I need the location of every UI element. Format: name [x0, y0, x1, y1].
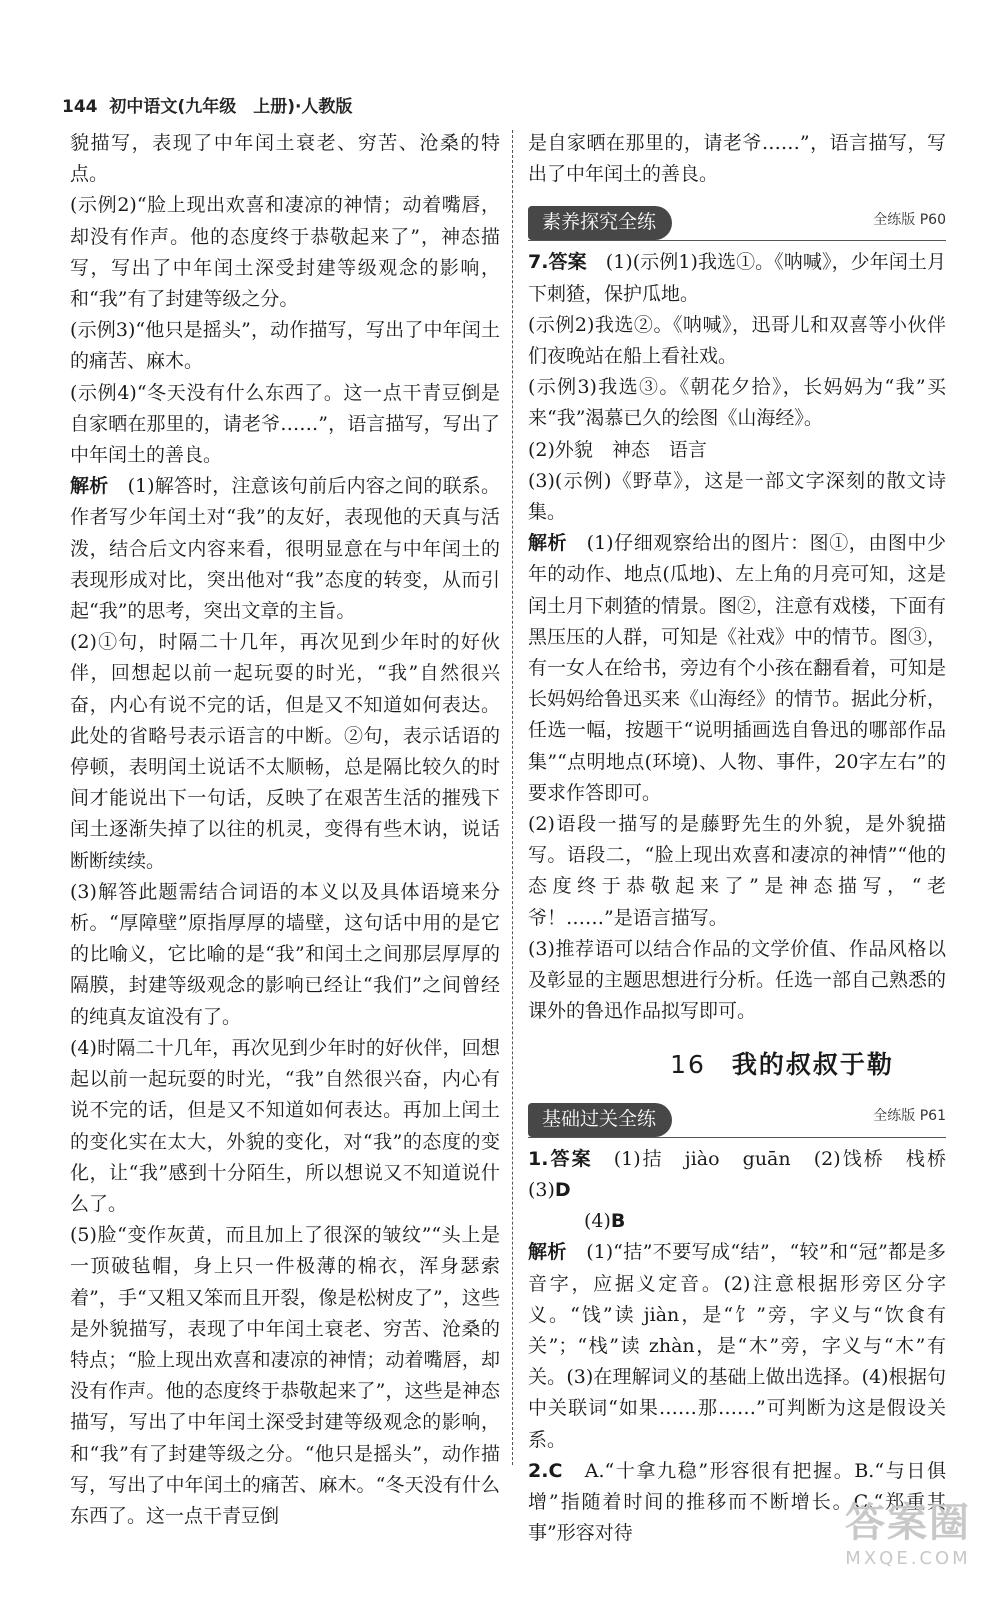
text-block: 是自家晒在那里的，请老爷……”，语言描写，写出了中年闰土的善良。	[528, 132, 946, 186]
text-block: (示例3)“他只是摇头”，动作描写，写出了中年闰土的痛苦、麻木。	[70, 319, 500, 373]
watermark-text: 答案圈	[845, 1500, 971, 1546]
answer-text	[528, 1206, 946, 1237]
text-block: 貌描写，表现了中年闰土衰老、穷苦、沧桑的特点。	[70, 132, 500, 186]
answer-text: (4)	[584, 1210, 611, 1233]
section-label: 基础过关全练	[528, 1103, 672, 1137]
question-number: 2.	[528, 1459, 549, 1482]
analysis-label: 解析	[528, 1241, 567, 1264]
lesson-title	[618, 1049, 946, 1080]
right-column	[528, 128, 965, 1549]
question-1	[528, 1144, 965, 1206]
answer-text: (1)(示例1)我选①。《呐喊》，少年闰土月下刺猹，保护瓜地。	[528, 251, 946, 305]
answer-text: (示例3)我选③。《朝花夕拾》，长妈妈为“我”买来“我”渴慕已久的绘图《山海经》。	[528, 376, 946, 430]
answer-text: (示例2)我选②。《呐喊》，迅哥儿和双喜等小伙伴们夜晚站在船上看社戏。	[528, 313, 946, 368]
analysis-label: 解析	[70, 475, 109, 498]
book-title: 初中语文(九年级 上册)·人教版	[109, 97, 353, 117]
answer-text: (3)(示例)《野草》，这是一部文字深刻的散文诗集。	[528, 469, 946, 524]
question-7	[528, 247, 946, 309]
text-block: (3)解答此题需结合词语的本义以及具体语境来分析。“厚障壁”原指厚厚的墙壁，这句话中用的是它的比喻义，它比喻的是“我”和闰土之间那层厚厚的隔膜，封建等级观念的影响已经让“我们”之间曾经的纯真友谊没有了。	[70, 880, 500, 1028]
text-block: (5)脸“变作灰黄，而且加上了很深的皱纹”“头上是一顶破毡帽，身上只一件极薄的棉衣，浑身瑟索着”，手“又粗又笨而且开裂，像是松树皮了”，这些是外貌描写，表现了中年闰土衰老、穷苦、沧桑的特点；“脸上现出欢喜和凄凉的神情；动着嘴唇，却没有作声。他的态度终于恭敬起来了”，这些是神态描写，写出了中年闰土深受封建等级观念的影响，和“我”有了封建等级之分。“他只是摇头”，动作描写，写出了中年闰土的痛苦、麻木。“冬天没有什么东西了。这一点干青豆倒	[70, 1224, 500, 1527]
section-ref: 全练版 P60	[873, 212, 946, 229]
watermark-url: MXQE.COM	[845, 1548, 971, 1569]
watermark-logo	[838, 1498, 978, 1578]
lesson-name: 我的叔叔于勒	[731, 1050, 894, 1080]
column-divider	[512, 130, 513, 1465]
section-ref: 全练版 P61	[873, 1108, 946, 1125]
text-block: (2)①句，时隔二十几年，再次见到少年时的好伙伴，回想起以前一起玩耍的时光，“我”自然很兴奋，内心有说不完的话，但是又不知道如何表达。此处的省略号表示语言的中断。②句，表示话语的停顿，表明闰土说话不太顺畅，总是隔比较久的时间才能说出下一句话，反映了在艰苦生活的摧残下闰土逐渐失掉了以往的机灵，变得有些木讷，说话断断续续。	[70, 631, 500, 872]
answer-choice: C	[548, 1459, 563, 1482]
answer-text: (2)外貌 神态 语言	[528, 438, 707, 461]
text-block: (4)时隔二十几年，再次见到少年时的好伙伴，回想起以前一起玩耍的时光，“我”自然很兴奋，内心有说不完的话，但是又不知道如何表达。再加上闰土的变化实在太大，外貌的变化，对“我”的态度的变化，让“我”感到十分陌生，所以想说又不知道说什么了。	[70, 1036, 500, 1215]
section-bar	[528, 1099, 946, 1138]
answer-text: A.“十拿九稳”形容很有把握。B.“与日俱增”指随着时间的推移而不断增长。C.“郑重其事”形容对待	[528, 1459, 946, 1545]
left-column	[70, 128, 500, 1532]
analysis-text: (1)解答时，注意该句前后内容之间的联系。作者写少年闰土对“我”的友好，表现他的天真与活泼，结合后文内容来看，很明显意在与中年闰土的表现形成对比，突出他对“我”态度的转变，从而引起“我”的思考，突出文章的主旨。	[70, 475, 500, 623]
question-number: 7.	[528, 251, 549, 274]
analysis-text: (1)“拮”不要写成“结”，“较”和“冠”都是多音字，应据义定音。(2)注意根据形旁区分字义。“饯”读 jiàn，是“饣”旁，字义与“饮食有关”；“栈”读 zhàn，是“木”旁，字义与“木”有关。(3)在理解词义的基础上做出选择。(4)根据句中关联词“如果……那……”可判断为这是假设关系。	[528, 1241, 946, 1451]
answer-choice: D	[554, 1178, 571, 1201]
page-header	[62, 92, 942, 122]
lesson-number: 16	[670, 1050, 706, 1080]
answer-choice: B	[610, 1210, 626, 1233]
question-number: 1.	[528, 1147, 549, 1170]
answer-text: (1)拮 jiào guān (2)饯桥 栈桥 (3)	[528, 1147, 965, 1201]
page-number: 144	[62, 97, 98, 117]
analysis-block	[528, 528, 946, 809]
answer-label: 答案	[548, 251, 587, 274]
analysis-text: (3)推荐语可以结合作品的文学价值、作品风格以及彰显的主题思想进行分析。任选一部自己熟悉的课外的鲁迅作品拟写即可。	[528, 937, 947, 1023]
analysis-block	[70, 471, 500, 627]
section-bar	[528, 202, 946, 241]
text-block: (示例4)“冬天没有什么东西了。这一点干青豆倒是自家晒在那里的，请老爷……”，语言描写，写出了中年闰土的善良。	[70, 381, 500, 467]
text-block: (示例2)“脸上现出欢喜和凄凉的神情；动着嘴唇，却没有作声。他的态度终于恭敬起来了”，神态描写，写出了中年闰土深受封建等级观念的影响，和“我”有了封建等级之分。	[70, 194, 500, 311]
section-label: 素养探究全练	[528, 206, 672, 240]
analysis-text: (2)语段一描写的是藤野先生的外貌，是外貌描写。语段二，“脸上现出欢喜和凄凉的神情”“他的态度终于恭敬起来了”是神态描写，“老爷！……”是语言描写。	[528, 813, 946, 929]
answer-label: 答案	[548, 1147, 593, 1170]
analysis-label: 解析	[528, 532, 568, 555]
analysis-text: (1)仔细观察给出的图片：图①，由图中少年的动作、地点(瓜地)、左上角的月亮可知，这是闰土月下刺猹的情景。图②，注意有戏楼，下面有黑压压的人群，可知是《社戏》中的情节。图③，有一女人在给书，旁边有个小孩在翻看着，可知是长妈妈给鲁迅买来《山海经》的情节。据此分析，任选一幅，按题干“说明插画选自鲁迅的哪部作品集”“点明地点(环境)、人物、事件，20字左右”的要求作答即可。	[528, 532, 947, 804]
analysis-block	[528, 1237, 946, 1455]
